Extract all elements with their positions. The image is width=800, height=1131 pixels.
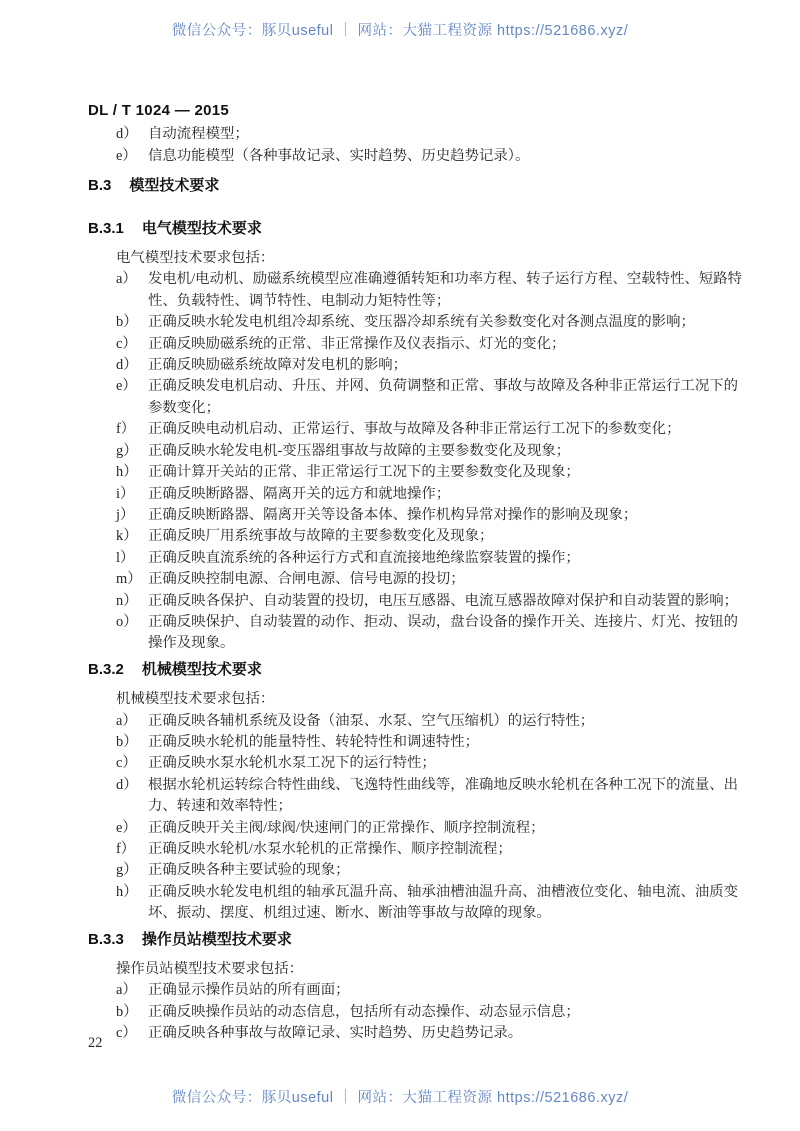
list-item-text: 正确反映水轮机的能量特性、转轮特性和调速特性； bbox=[148, 733, 479, 750]
header-watermark: 微信公众号：豚贝useful ｜ 网站：大猫工程资源 https://521686.xyz/ bbox=[171, 23, 629, 39]
list-item-label: f） bbox=[116, 841, 136, 857]
list-item-label: g） bbox=[116, 862, 138, 879]
list-item-label: d） bbox=[116, 126, 138, 143]
section-number: B.3.3 bbox=[88, 930, 124, 948]
list-item-text: 正确反映各种主要试验的现象； bbox=[148, 862, 350, 879]
list-item-label: c） bbox=[116, 755, 137, 772]
list-item-label: l） bbox=[116, 549, 135, 566]
section-title: 模型技术要求 bbox=[129, 177, 220, 195]
section-title: 机械模型技术要求 bbox=[141, 660, 262, 678]
list-item-label: m） bbox=[116, 571, 142, 588]
section-b32-list bbox=[88, 711, 744, 925]
list-item bbox=[88, 419, 744, 440]
list-item-label: k） bbox=[116, 528, 138, 545]
list-item bbox=[88, 860, 744, 881]
list-item-text: 正确反映厂用系统事故与故障的主要参数变化及现象； bbox=[148, 528, 494, 545]
section-title: 电气模型技术要求 bbox=[141, 219, 262, 237]
section-b33-intro: 操作员站模型技术要求包括： bbox=[116, 961, 304, 978]
list-item-label: b） bbox=[116, 733, 138, 750]
list-item bbox=[88, 1002, 744, 1023]
list-item-text: 信息功能模型（各种事故记录、实时趋势、历史趋势记录）。 bbox=[148, 147, 530, 164]
section-b31-list bbox=[88, 269, 744, 654]
list-item-text: 正确反映保护、自动装置的动作、拒动、误动，盘台设备的操作开关、连接片、灯光、按钮的操作及现象。 bbox=[148, 613, 739, 652]
list-item-text: 正确反映操作员站的动态信息，包括所有动态操作、动态显示信息； bbox=[148, 1003, 580, 1020]
list-item bbox=[88, 441, 744, 462]
list-item-label: b） bbox=[116, 1003, 138, 1020]
page-content bbox=[88, 100, 744, 1045]
section-heading-b32 bbox=[88, 659, 744, 680]
list-item bbox=[88, 980, 744, 1001]
list-item-label: b） bbox=[116, 314, 138, 331]
list-item bbox=[88, 753, 744, 774]
list-item bbox=[88, 269, 744, 312]
list-item-label: e） bbox=[116, 147, 137, 164]
list-item-text: 正确反映水轮发电机-变压器组事故与故障的主要参数变化及现象； bbox=[148, 442, 571, 459]
list-item-text: 正确反映断路器、隔离开关的远方和就地操作； bbox=[148, 485, 451, 502]
list-item bbox=[88, 591, 744, 612]
list-item bbox=[88, 462, 744, 483]
list-item-text: 正确反映水轮机/水泵水轮机的正常操作、顺序控制流程； bbox=[148, 841, 512, 857]
list-item bbox=[88, 334, 744, 355]
list-item bbox=[88, 484, 744, 505]
list-item-label: a） bbox=[116, 982, 137, 999]
section-b33-list bbox=[88, 980, 744, 1044]
list-item-label: g） bbox=[116, 442, 138, 459]
section-heading-b33 bbox=[88, 929, 744, 950]
list-item-text: 正确计算开关站的正常、非正常运行工况下的主要参数变化及现象； bbox=[148, 464, 580, 481]
list-item-text: 正确反映水泵水轮机水泵工况下的运行特性； bbox=[148, 755, 436, 772]
section-number: B.3.2 bbox=[88, 660, 124, 678]
list-item bbox=[88, 612, 744, 655]
list-item-label: n） bbox=[116, 592, 138, 609]
list-item bbox=[88, 548, 744, 569]
list-item-text: 发电机/电动机、励磁系统模型应准确遵循转矩和功率方程、转子运行方程、空载特性、短路特性、负载特性、调节特性、电制动力矩特性等； bbox=[148, 271, 743, 309]
list-item-text: 正确反映励磁系统的正常、非正常操作及仪表指示、灯光的变化； bbox=[148, 335, 566, 352]
list-item-label: o） bbox=[116, 613, 138, 630]
list-item-label: c） bbox=[116, 1025, 137, 1042]
list-item bbox=[88, 355, 744, 376]
section-b32-intro: 机械模型技术要求包括： bbox=[116, 691, 275, 708]
list-item-text: 正确反映控制电源、合闸电源、信号电源的投切； bbox=[148, 571, 465, 588]
list-item-text: 正确显示操作员站的所有画面； bbox=[148, 982, 350, 999]
section-title: 操作员站模型技术要求 bbox=[141, 930, 292, 948]
list-item-text: 根据水轮机运转综合特性曲线、飞逸特性曲线等，准确地反映水轮机在各种工况下的流量、出力、转速和效率特性； bbox=[148, 776, 739, 815]
list-item-text: 正确反映水轮发电机组冷却系统、变压器冷却系统有关参数变化对各测点温度的影响； bbox=[148, 314, 695, 331]
list-item-text: 正确反映开关主阀/球阀/快速闸门的正常操作、顺序控制流程； bbox=[148, 819, 545, 836]
top-list bbox=[88, 124, 744, 167]
list-item-label: d） bbox=[116, 776, 138, 793]
list-item bbox=[88, 732, 744, 753]
list-item bbox=[88, 124, 744, 145]
list-item bbox=[88, 505, 744, 526]
list-item bbox=[88, 882, 744, 925]
list-item-text: 正确反映各保护、自动装置的投切，电压互感器、电流互感器故障对保护和自动装置的影响； bbox=[148, 592, 739, 609]
section-number: B.3 bbox=[88, 177, 112, 195]
list-item-label: h） bbox=[116, 464, 138, 481]
list-item-text: 正确反映直流系统的各种运行方式和直流接地绝缘监察装置的操作； bbox=[148, 549, 580, 566]
list-item-text: 正确反映各种事故与故障记录、实时趋势、历史趋势记录。 bbox=[148, 1025, 523, 1042]
list-item-label: h） bbox=[116, 883, 138, 900]
list-item-label: a） bbox=[116, 712, 137, 729]
list-item-text: 正确反映电动机启动、正常运行、事故与故障及各种非正常运行工况下的参数变化； bbox=[148, 421, 681, 438]
section-heading-b31 bbox=[88, 218, 744, 239]
list-item bbox=[88, 818, 744, 839]
list-item-label: c） bbox=[116, 335, 137, 352]
list-item-label: d） bbox=[116, 357, 138, 374]
list-item bbox=[88, 312, 744, 333]
page-number: 22 bbox=[88, 1035, 103, 1051]
standard-number: DL / T 1024 — 2015 bbox=[88, 102, 230, 119]
list-item-text: 正确反映励磁系统故障对发电机的影响； bbox=[148, 357, 408, 374]
section-heading-b3 bbox=[88, 175, 744, 196]
list-item-label: e） bbox=[116, 378, 137, 395]
list-item-label: a） bbox=[116, 271, 137, 288]
list-item bbox=[88, 839, 744, 860]
list-item bbox=[88, 775, 744, 818]
list-item-text: 正确反映各辅机系统及设备（油泵、水泵、空气压缩机）的运行特性； bbox=[148, 712, 595, 729]
list-item-text: 正确反映水轮发电机组的轴承瓦温升高、轴承油槽油温升高、油槽液位变化、轴电流、油质变坏、振动、摆度、机组过速、断水、断油等事故与故障的现象。 bbox=[148, 883, 739, 922]
list-item bbox=[88, 1023, 744, 1044]
list-item bbox=[88, 376, 744, 419]
list-item bbox=[88, 711, 744, 732]
list-item-label: e） bbox=[116, 819, 137, 836]
list-item bbox=[88, 569, 744, 590]
list-item-text: 自动流程模型； bbox=[148, 126, 249, 143]
list-item bbox=[88, 146, 744, 167]
footer-watermark: 微信公众号：豚贝useful ｜ 网站：大猫工程资源 https://521686.xyz/ bbox=[171, 1090, 629, 1106]
list-item-label: j） bbox=[116, 506, 135, 523]
section-b31-intro: 电气模型技术要求包括： bbox=[116, 250, 275, 267]
section-number: B.3.1 bbox=[88, 219, 124, 237]
list-item-label: i） bbox=[116, 485, 135, 502]
list-item-text: 正确反映发电机启动、升压、并网、负荷调整和正常、事故与故障及各种非正常运行工况下的参数变化； bbox=[148, 378, 739, 416]
list-item-text: 正确反映断路器、隔离开关等设备本体、操作机构异常对操作的影响及现象； bbox=[148, 506, 638, 523]
list-item bbox=[88, 526, 744, 547]
list-item-label: f） bbox=[116, 421, 136, 438]
